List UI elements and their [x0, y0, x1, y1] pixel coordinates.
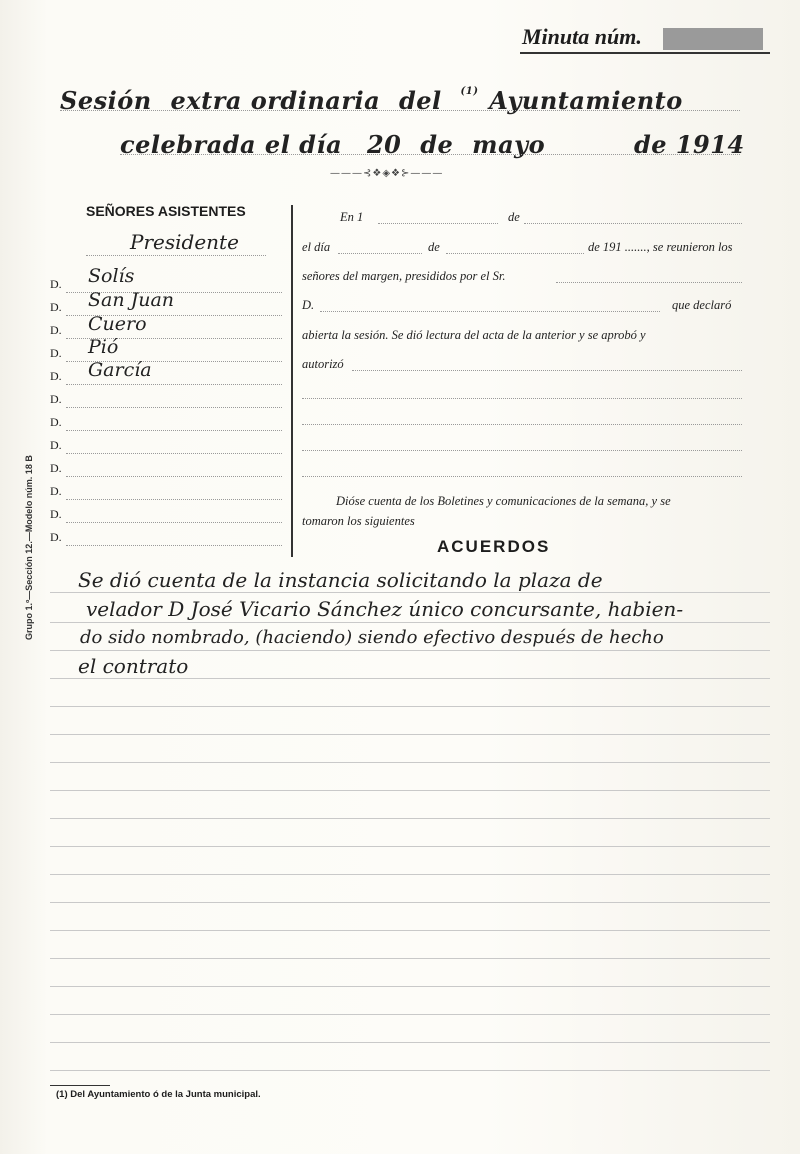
acuerdo-line: velador D José Vicario Sánchez único concursante, habien-	[86, 597, 684, 621]
ruled-line	[50, 1014, 770, 1015]
form-rule	[378, 223, 498, 224]
attendee-name: García	[88, 359, 152, 381]
attendee-rule	[66, 522, 282, 523]
acuerdos-heading: ACUERDOS	[437, 537, 551, 556]
attendee-name: Pió	[88, 336, 119, 358]
ruled-line	[50, 790, 770, 791]
form-rule	[446, 253, 584, 254]
session-word: Sesión	[60, 86, 152, 115]
form-en: En 1	[340, 210, 364, 224]
form-abierta: abierta la sesión. Se dió lectura del acta de la anterior y se aprobó y	[302, 328, 646, 342]
ruled-line	[50, 678, 770, 679]
d-prefix: D.	[50, 461, 62, 475]
attendee-rule	[66, 545, 282, 546]
session-year: de 1914	[633, 130, 745, 159]
d-prefix: D.	[50, 507, 62, 521]
form-de191: de 191 ......., se reunieron los	[588, 240, 733, 254]
side-model-text: Grupo 1.º—Sección 12.—Modelo núm. 18 B	[24, 455, 34, 640]
celebrada-text: celebrada el día	[120, 130, 343, 159]
minuta-underline	[520, 52, 770, 54]
ruled-line	[50, 930, 770, 931]
ruled-line	[50, 846, 770, 847]
header-line1-rule	[60, 110, 740, 111]
form-el-dia: el día	[302, 240, 331, 254]
form-rule	[320, 311, 660, 312]
form-senores: señores del margen, presididos por el Sr.	[302, 269, 506, 283]
attendee-name: Solís	[88, 265, 135, 287]
form-rule	[352, 370, 742, 371]
ruled-line	[50, 762, 770, 763]
d-prefix: D.	[50, 323, 62, 337]
form-rule	[302, 398, 742, 399]
d-prefix: D.	[50, 415, 62, 429]
ruled-line	[50, 592, 770, 593]
acuerdo-line: Se dió cuenta de la instancia solicitando la plaza de	[78, 568, 603, 592]
d-prefix: D.	[50, 484, 62, 498]
form-rule	[302, 424, 742, 425]
session-body: Ayuntamiento	[489, 86, 683, 115]
ruled-line	[50, 1070, 770, 1071]
ruled-line	[50, 622, 770, 623]
attendee-rule	[66, 499, 282, 500]
ruled-line	[50, 986, 770, 987]
attendee-rule	[66, 430, 282, 431]
president-rule	[86, 255, 266, 256]
ruled-line	[50, 902, 770, 903]
acuerdo-line: do sido nombrado, (haciendo) siendo efectivo después de hecho	[80, 627, 664, 648]
session-day: 20	[366, 130, 402, 159]
attendee-name: Cuero	[88, 313, 147, 335]
attendee-rule	[66, 453, 282, 454]
acuerdo-line: el contrato	[78, 654, 189, 678]
ornament-divider: ———⊰❖◈❖⊱———	[330, 168, 444, 179]
session-month: mayo	[472, 130, 546, 159]
form-rule	[338, 253, 422, 254]
form-tomaron: tomaron los siguientes	[302, 514, 415, 528]
header-line2-rule	[120, 154, 740, 155]
session-type: extra ordinaria	[170, 86, 381, 115]
ruled-line	[50, 958, 770, 959]
ruled-line	[50, 650, 770, 651]
form-que: que declaró	[672, 298, 732, 312]
form-d: D.	[302, 298, 315, 312]
form-rule	[302, 476, 742, 477]
attendee-rule	[66, 384, 282, 385]
form-de1: de	[508, 210, 520, 224]
d-prefix: D.	[50, 277, 62, 291]
ruled-line	[50, 706, 770, 707]
attendee-rule	[66, 407, 282, 408]
ruled-line	[50, 1042, 770, 1043]
attendee-name: San Juan	[88, 289, 175, 311]
d-prefix: D.	[50, 530, 62, 544]
column-divider	[291, 205, 293, 557]
president-label: Presidente	[130, 230, 239, 254]
form-rule	[524, 223, 742, 224]
ruled-line	[50, 734, 770, 735]
session-del: del	[398, 86, 442, 115]
ruled-line	[50, 874, 770, 875]
attendee-rule	[66, 476, 282, 477]
d-prefix: D.	[50, 392, 62, 406]
form-diose: Dióse cuenta de los Boletines y comunicaciones de la semana, y se	[336, 494, 671, 508]
d-prefix: D.	[50, 369, 62, 383]
form-rule	[556, 282, 742, 283]
footnote: (1) Del Ayuntamiento ó de la Junta municipal.	[56, 1089, 261, 1100]
ruled-line	[50, 818, 770, 819]
form-rule	[302, 450, 742, 451]
form-autorizo: autorizó	[302, 357, 344, 371]
footnote-rule	[50, 1085, 110, 1086]
footnote-marker: (1)	[460, 86, 479, 97]
minuta-label: Minuta núm.	[522, 24, 642, 49]
d-prefix: D.	[50, 300, 62, 314]
attendees-title: SEÑORES ASISTENTES	[86, 203, 246, 219]
form-de2: de	[428, 240, 440, 254]
session-de: de	[420, 130, 454, 159]
d-prefix: D.	[50, 438, 62, 452]
minuta-number-box	[663, 28, 763, 50]
d-prefix: D.	[50, 346, 62, 360]
